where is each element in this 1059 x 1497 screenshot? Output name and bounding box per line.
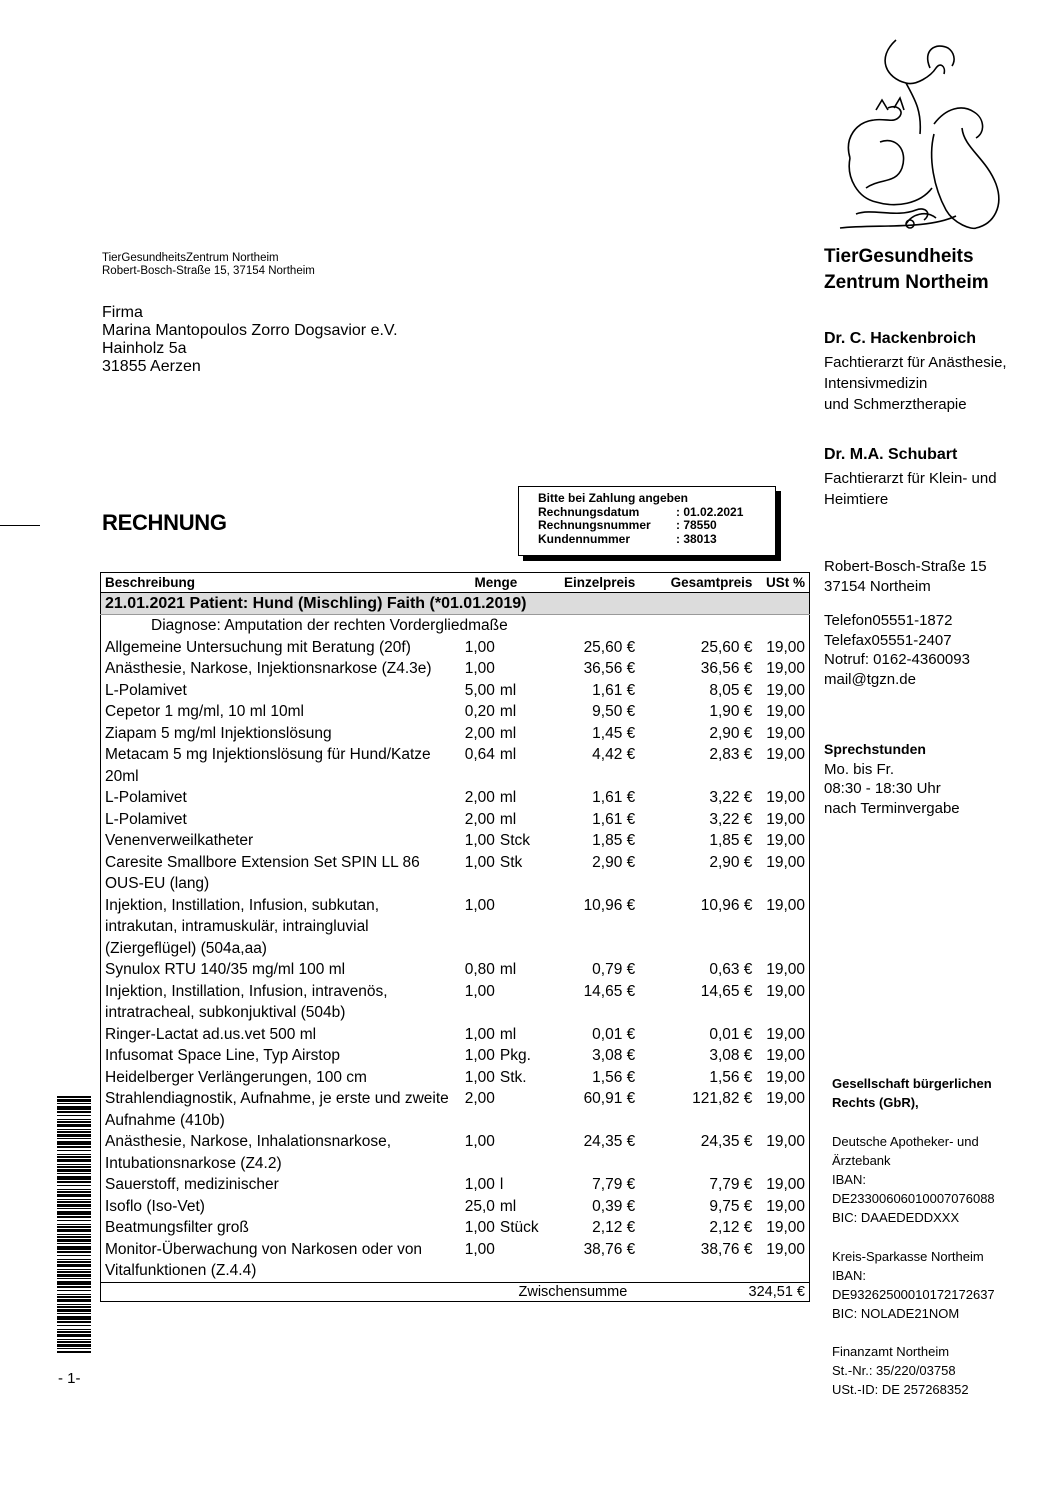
item-vat: 19,00 [766,961,805,978]
item-vat: 19,00 [766,982,805,1000]
item-vat: 19,00 [766,660,805,677]
table-row [101,658,810,680]
item-description: Injektion, Instillation, Infusion, subkutan, intrakutan, intramuskulär, intraingluvial (Ziergeflügel) (504a,aa) [105,896,379,957]
table-row [101,852,810,895]
bic-value: BIC: NOLADE21NOM [832,1306,960,1321]
item-unit-price: 1,85 € [592,832,636,849]
item-quantity: 2,00 [464,810,495,828]
item-unit-price: 3,08 € [592,1047,636,1064]
item-vat: 19,00 [766,789,805,806]
item-quantity: 1,00 [464,1176,495,1193]
item-vat: 19,00 [766,1219,805,1236]
item-unit-price: 0,01 € [592,1025,636,1043]
table-row [101,723,810,745]
item-unit [497,637,546,659]
invoice-number-value: : 78550 [676,518,717,532]
item-unit: l [499,1176,504,1193]
item-unit: ml [499,746,517,763]
bank-name: Kreis-Sparkasse Northeim [832,1249,984,1264]
col-header-total: Gesamtpreis [639,573,756,593]
item-vat: 19,00 [766,1133,805,1150]
patient-row [101,593,810,615]
item-total: 121,82 € [692,1090,753,1107]
doctor-1-title: Fachtierarzt für Anästhesie, [824,354,1007,371]
item-vat: 19,00 [766,1025,805,1043]
item-unit-price: 2,90 € [592,853,636,871]
item-quantity: 1,00 [464,832,495,849]
item-description: L-Polamivet [105,681,187,699]
item-total: 25,60 € [700,638,753,656]
item-unit-price: 38,76 € [583,1240,636,1258]
vat-id: USt.-ID: DE 257268352 [832,1382,969,1397]
table-row [101,1196,810,1218]
table-row [101,1067,810,1089]
page-number: - 1- [58,1370,81,1387]
opening-hours-line: nach Terminvergabe [824,799,960,817]
item-unit [497,658,546,680]
invoice-number-label: Rechnungsnummer [538,518,651,532]
customer-number-value: : 38013 [676,531,717,546]
table-row [101,787,810,809]
item-vat: 19,00 [766,1047,805,1064]
company-form [832,1074,992,1112]
table-row [101,1217,810,1239]
patient-info: 21.01.2021 Patient: Hund (Mischling) Faith (*01.01.2019) [101,593,810,615]
col-header-unit-price: Einzelpreis [546,573,639,593]
item-description: L-Polamivet [105,810,187,828]
item-description: Ringer-Lactat ad.us.vet 500 ml [105,1025,317,1043]
item-description: Isoflo (Iso-Vet) [105,1197,205,1215]
recipient-line: Firma [102,304,143,321]
table-row [101,1131,810,1174]
item-unit: ml [499,789,517,806]
item-unit-price: 7,79 € [592,1176,636,1193]
invoice-date-value: : 01.02.2021 [676,504,744,519]
clinic-city: 37154 Northeim [824,577,931,595]
clinic-fax: Telefax05551-2407 [824,631,952,649]
clinic-emergency: Notruf: 0162-4360093 [824,651,970,668]
item-description: Metacam 5 mg Injektionslösung für Hund/Katze 20ml [105,746,431,785]
item-vat: 19,00 [766,1090,805,1107]
item-quantity: 5,00 [464,681,495,699]
item-vat: 19,00 [766,832,805,849]
item-total: 1,85 € [709,832,753,849]
bank-name: Deutsche Apotheker- und [832,1134,979,1149]
item-vat: 19,00 [766,1197,805,1215]
clinic-phone: Telefon05551-1872 [824,612,953,629]
item-total: 1,56 € [709,1068,753,1086]
table-header-row [101,573,810,593]
item-vat: 19,00 [766,1176,805,1193]
bank-account-2 [832,1247,995,1323]
table-row [101,1045,810,1067]
clinic-contact [824,611,970,689]
item-unit-price: 1,56 € [592,1068,636,1086]
item-unit-price: 2,12 € [592,1219,636,1236]
item-total: 1,90 € [709,703,753,720]
doctor-1 [824,328,1007,415]
item-unit [497,895,546,960]
item-unit-price: 24,35 € [583,1133,636,1150]
item-unit-price: 36,56 € [583,660,636,677]
item-quantity: 1,00 [464,1133,495,1150]
recipient-line: 31855 Aerzen [102,358,201,375]
item-quantity: 2,00 [464,1090,495,1107]
sender-line: TierGesundheitsZentrum Northeim [102,252,279,264]
item-unit-price: 1,61 € [592,789,636,806]
item-total: 0,63 € [709,961,753,978]
barcode [57,1096,91,1353]
col-header-vat: USt % [756,573,809,593]
col-header-quantity: Menge [454,573,546,593]
item-unit-price: 10,96 € [583,896,636,914]
item-vat: 19,00 [766,810,805,828]
item-unit [497,1088,546,1131]
opening-hours-title: Sprechstunden [824,741,926,757]
iban-value: DE93262500010172172637 [832,1287,995,1302]
item-description: Venenverweilkatheter [105,832,254,849]
item-total: 24,35 € [700,1133,753,1150]
opening-hours-line: 08:30 - 18:30 Uhr [824,780,941,797]
item-unit: ml [499,1197,517,1215]
table-row [101,809,810,831]
clinic-logo [836,38,1012,234]
item-total: 2,90 € [709,853,753,871]
item-quantity: 1,00 [464,660,495,677]
item-unit-price: 4,42 € [592,746,636,763]
clinic-name-line: TierGesundheits [824,246,974,267]
invoice-table [100,572,810,1302]
table-row [101,1024,810,1046]
item-total: 3,22 € [709,789,753,806]
item-unit: ml [499,961,517,978]
company-form-line: Rechts (GbR), [832,1095,919,1110]
item-vat: 19,00 [766,896,805,914]
item-total: 8,05 € [709,681,753,699]
item-description: Anästhesie, Narkose, Inhalationsnarkose, Intubationsnarkose (Z4.2) [105,1133,392,1172]
table-row [101,637,810,659]
item-vat: 19,00 [766,638,805,656]
item-unit: Stck [499,832,531,849]
item-unit-price: 0,39 € [592,1197,636,1215]
item-description: L-Polamivet [105,789,187,806]
table-row [101,701,810,723]
invoice-date-label: Rechnungsdatum [538,504,640,519]
clinic-street: Robert-Bosch-Straße 15 [824,558,987,575]
item-description: Sauerstoff, medizinischer [105,1176,279,1193]
item-total: 7,79 € [709,1176,753,1193]
item-unit [497,1131,546,1174]
doctor-2-title: Fachtierarzt für Klein- und [824,470,997,487]
clinic-address [824,557,987,596]
item-unit-price: 1,61 € [592,681,636,699]
item-quantity: 25,0 [464,1197,495,1215]
item-description: Injektion, Instillation, Infusion, intravenös, intratracheal, subkonjuktival (504b) [105,982,388,1021]
clinic-email: mail@tgzn.de [824,670,916,688]
table-row [101,1088,810,1131]
item-description: Heidelberger Verlängerungen, 100 cm [105,1068,367,1086]
diagnosis-row [101,615,810,637]
item-total: 0,01 € [709,1025,753,1043]
item-quantity: 0,80 [464,961,495,978]
item-total: 9,75 € [709,1197,753,1215]
opening-hours-line: Mo. bis Fr. [824,760,895,778]
item-total: 14,65 € [700,982,753,1000]
clinic-name-line: Zentrum Northeim [824,272,989,293]
item-quantity: 1,00 [464,1219,495,1236]
item-total: 3,22 € [709,810,753,828]
item-description: Caresite Smallbore Extension Set SPIN LL 86 OUS-EU (lang) [105,853,420,892]
item-unit: ml [499,703,517,720]
bank-account-1 [832,1132,995,1227]
item-description: Allgemeine Untersuchung mit Beratung (20f) [105,638,411,656]
item-unit-price: 9,50 € [592,703,636,720]
item-quantity: 1,00 [464,1025,495,1043]
item-quantity: 1,00 [464,1047,495,1064]
item-unit-price: 1,61 € [592,810,636,828]
table-row [101,1239,810,1283]
item-unit: ml [499,724,517,742]
sender-line: Robert-Bosch-Straße 15, 37154 Northeim [102,265,315,277]
item-unit: Stk [499,853,523,871]
diagnosis-text: Diagnose: Amputation der rechten Vordergliedmaße [151,617,508,634]
item-description: Strahlendiagnostik, Aufnahme, je erste und zweite Aufnahme (410b) [105,1090,449,1129]
item-vat: 19,00 [766,853,805,871]
recipient-line: Hainholz 5a [102,340,187,357]
item-quantity: 2,00 [464,724,495,742]
fold-mark [0,525,40,526]
item-vat: 19,00 [766,681,805,699]
item-unit-price: 14,65 € [583,982,636,1000]
item-vat: 19,00 [766,1240,805,1258]
item-total: 2,90 € [709,724,753,742]
tax-info [832,1342,969,1399]
item-unit [497,981,546,1024]
item-unit-price: 1,45 € [592,724,636,742]
subtotal-row [101,1282,810,1301]
item-vat: 19,00 [766,746,805,763]
table-row [101,1174,810,1196]
item-total: 38,76 € [700,1240,753,1258]
opening-hours [824,740,960,818]
item-quantity: 1,00 [464,982,495,1000]
doctor-2 [824,444,997,510]
table-row [101,981,810,1024]
subtotal-label: Zwischensumme [101,1282,640,1301]
item-description: Monitor-Überwachung von Narkosen oder von Vitalfunktionen (Z.4.4) [105,1240,423,1279]
item-quantity: 1,00 [464,853,495,871]
doctor-2-title: Heimtiere [824,491,889,508]
item-unit-price: 60,91 € [583,1090,636,1107]
item-vat: 19,00 [766,724,805,742]
item-total: 36,56 € [700,660,753,677]
item-quantity: 0,64 [464,746,495,763]
item-quantity: 1,00 [464,1240,495,1258]
item-unit-price: 25,60 € [583,638,636,656]
doctor-1-name: Dr. C. Hackenbroich [824,330,977,347]
item-quantity: 1,00 [464,1068,495,1086]
item-vat: 19,00 [766,703,805,720]
subtotal-value: 324,51 € [639,1282,809,1301]
tax-office: Finanzamt Northeim [832,1344,950,1359]
item-vat: 19,00 [766,1068,805,1086]
table-row [101,830,810,852]
item-unit [497,1239,546,1283]
payment-reference-box [518,486,776,556]
table-row [101,959,810,981]
item-unit-price: 0,79 € [592,961,636,978]
item-total: 2,12 € [709,1219,753,1236]
item-description: Synulox RTU 140/35 mg/ml 100 ml [105,961,346,978]
recipient-line: Marina Mantopoulos Zorro Dogsavior e.V. [102,322,398,339]
item-description: Beatmungsfilter groß [105,1219,249,1236]
iban-value: DE23300606010007076088 [832,1191,995,1206]
item-quantity: 0,20 [464,703,495,720]
item-unit: ml [499,810,517,828]
doctor-1-title: und Schmerztherapie [824,396,967,413]
table-row [101,744,810,787]
table-row [101,680,810,702]
sender-address [102,252,315,278]
item-unit: Stück [499,1219,539,1236]
customer-number-label: Kundennummer [538,531,631,546]
iban-label: IBAN: [832,1172,866,1187]
item-unit: ml [499,681,517,699]
tax-number: St.-Nr.: 35/220/03758 [832,1363,956,1378]
recipient-address [102,304,398,376]
company-form-line: Gesellschaft bürgerlichen [832,1076,992,1091]
iban-label: IBAN: [832,1268,866,1283]
document-title: RECHNUNG [102,510,227,535]
item-unit: Pkg. [499,1047,531,1064]
item-unit: ml [499,1025,517,1043]
item-quantity: 1,00 [464,638,495,656]
infobox-heading: Bitte bei Zahlung angeben [538,491,689,505]
doctor-2-name: Dr. M.A. Schubart [824,446,958,463]
item-total: 3,08 € [709,1047,753,1064]
item-total: 10,96 € [700,896,753,914]
item-description: Anästhesie, Narkose, Injektionsnarkose (Z4.3e) [105,660,432,677]
bank-name: Ärztebank [832,1153,891,1168]
item-description: Infusomat Space Line, Typ Airstop [105,1047,340,1064]
doctor-1-title: Intensivmedizin [824,375,928,392]
item-description: Ziapam 5 mg/ml Injektionslösung [105,724,332,742]
item-quantity: 1,00 [464,896,495,914]
table-row [101,895,810,960]
col-header-description: Beschreibung [101,573,455,593]
item-quantity: 2,00 [464,789,495,806]
item-unit: Stk. [499,1068,527,1086]
item-total: 2,83 € [709,746,753,763]
clinic-name [824,244,989,296]
bic-value: BIC: DAAEDEDDXXX [832,1210,960,1225]
item-description: Cepetor 1 mg/ml, 10 ml 10ml [105,703,304,720]
